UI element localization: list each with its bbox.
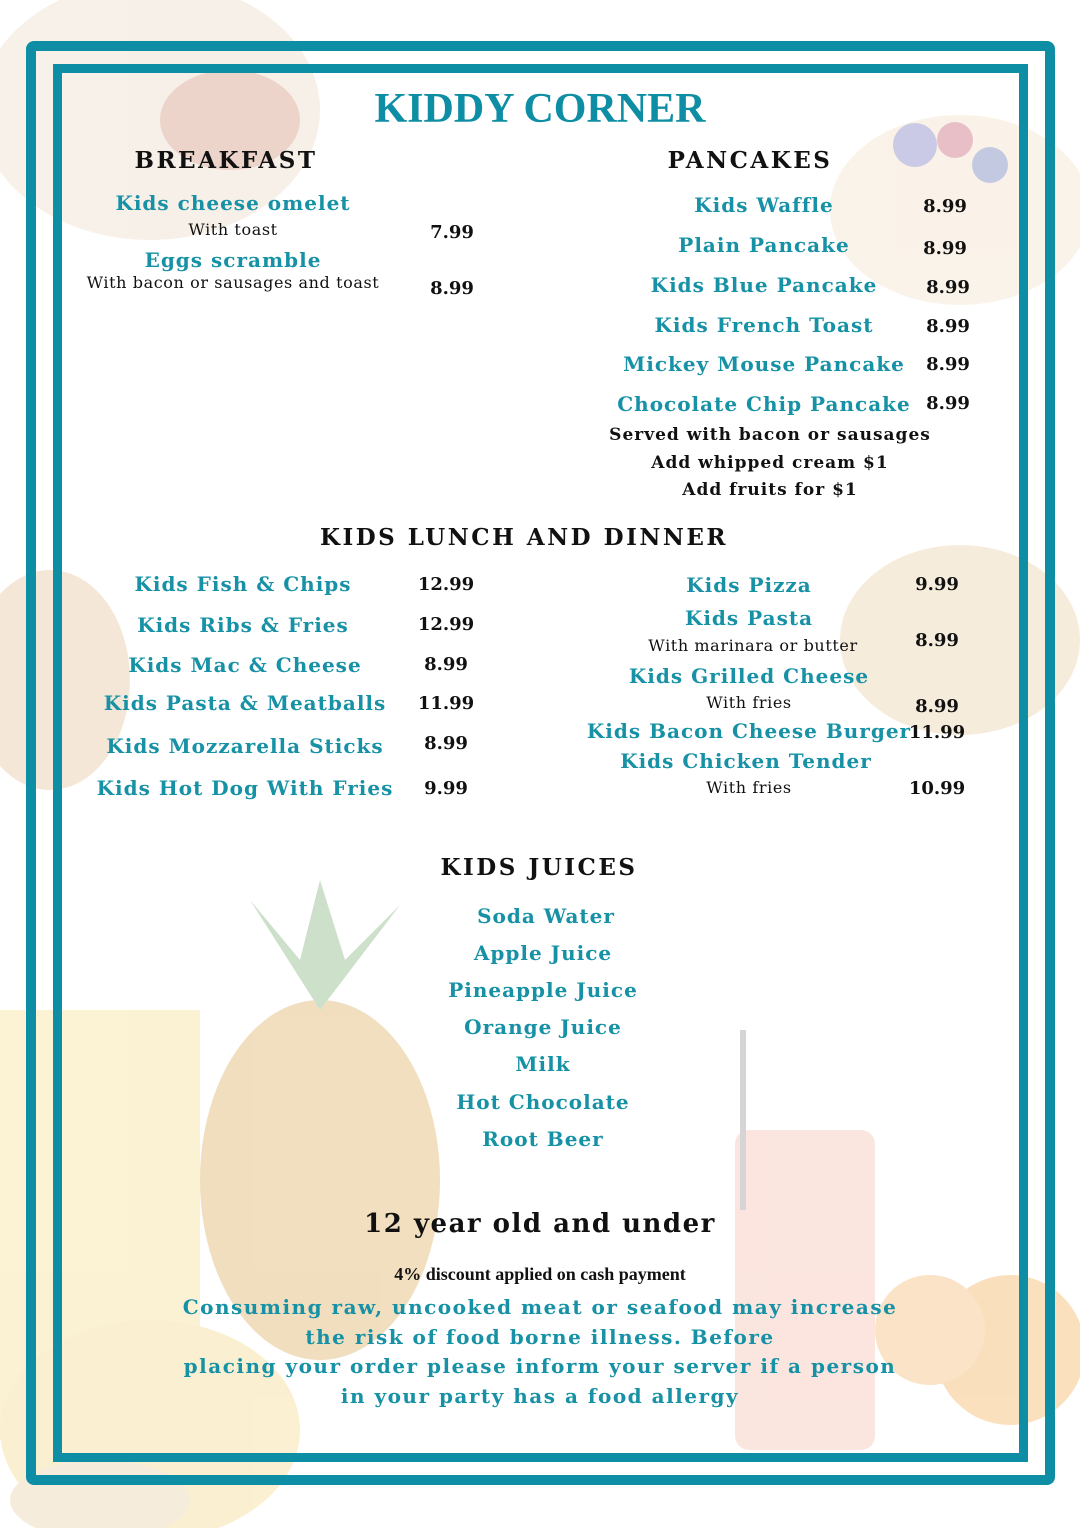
juice-item: Orange Juice bbox=[464, 1015, 622, 1039]
juice-item: Soda Water bbox=[477, 904, 615, 928]
breakfast-heading: BREAKFAST bbox=[134, 147, 318, 174]
menu-item-price: 8.99 bbox=[923, 238, 967, 259]
menu-item-name: Kids cheese omelet bbox=[115, 191, 351, 215]
juices-heading: KIDS JUICES bbox=[440, 854, 638, 881]
menu-item-name: Kids French Toast bbox=[654, 313, 874, 337]
menu-item-sub: With marinara or butter bbox=[648, 636, 858, 655]
menu-item-price: 11.99 bbox=[908, 722, 966, 743]
page-title: KIDDY CORNER bbox=[374, 86, 706, 132]
pancakes-heading: PANCAKES bbox=[667, 147, 833, 174]
menu-item-name: Plain Pancake bbox=[678, 233, 850, 257]
menu-item-price: 7.99 bbox=[430, 222, 474, 243]
menu-item-price: 8.99 bbox=[915, 696, 959, 717]
juice-item: Pineapple Juice bbox=[448, 978, 638, 1002]
allergy-warning-line: placing your order please inform your server if a person bbox=[183, 1354, 897, 1378]
juice-item: Hot Chocolate bbox=[456, 1090, 630, 1114]
menu-item-price: 8.99 bbox=[926, 354, 970, 375]
allergy-warning-line: Consuming raw, uncooked meat or seafood may increase bbox=[182, 1295, 898, 1319]
discount-note: 4% discount applied on cash payment bbox=[394, 1264, 686, 1284]
allergy-warning-line: in your party has a food allergy bbox=[340, 1384, 740, 1408]
menu-item-price: 9.99 bbox=[424, 778, 468, 799]
menu-item-price: 8.99 bbox=[926, 316, 970, 337]
menu-item-name: Kids Fish & Chips bbox=[134, 572, 352, 596]
menu-item-name: Kids Waffle bbox=[694, 193, 834, 217]
menu-item-sub: With toast bbox=[188, 220, 278, 239]
menu-item-price: 9.99 bbox=[915, 574, 959, 595]
menu-item-name: Kids Mozzarella Sticks bbox=[106, 734, 384, 758]
menu-item-price: 8.99 bbox=[923, 196, 967, 217]
menu-item-name: Chocolate Chip Pancake bbox=[617, 392, 911, 416]
menu-item-price: 12.99 bbox=[417, 614, 475, 635]
menu-item-price: 8.99 bbox=[424, 654, 468, 675]
menu-item-price: 8.99 bbox=[926, 277, 970, 298]
juice-item: Apple Juice bbox=[473, 941, 613, 965]
menu-item-name: Kids Chicken Tender bbox=[620, 749, 872, 773]
menu-item-name: Eggs scramble bbox=[144, 248, 322, 272]
menu-item-name: Kids Bacon Cheese Burger bbox=[586, 719, 912, 743]
menu-item-price: 12.99 bbox=[417, 574, 475, 595]
menu-item-name: Kids Pasta & Meatballs bbox=[103, 691, 387, 715]
menu-item-name: Kids Blue Pancake bbox=[650, 273, 878, 297]
juice-item: Milk bbox=[515, 1052, 571, 1076]
age-note: 12 year old and under bbox=[364, 1209, 716, 1239]
menu-item-name: Kids Ribs & Fries bbox=[137, 613, 349, 637]
lunch-dinner-heading: KIDS LUNCH AND DINNER bbox=[319, 524, 729, 551]
menu-item-name: Mickey Mouse Pancake bbox=[623, 352, 905, 376]
menu-item-price: 10.99 bbox=[908, 778, 966, 799]
menu-item-name: Kids Mac & Cheese bbox=[128, 653, 362, 677]
menu-item-name: Kids Pasta bbox=[684, 606, 814, 630]
pancakes-note: Served with bacon or sausages bbox=[609, 425, 931, 445]
juice-item: Root Beer bbox=[482, 1127, 604, 1151]
menu-item-name: Kids Pizza bbox=[686, 573, 812, 597]
menu-item-price: 11.99 bbox=[417, 693, 475, 714]
menu-item-price: 8.99 bbox=[915, 630, 959, 651]
menu-item-sub: With fries bbox=[706, 693, 792, 712]
menu-item-name: Kids Grilled Cheese bbox=[628, 664, 870, 688]
menu-item-sub: With fries bbox=[706, 778, 792, 797]
menu-item-price: 8.99 bbox=[926, 393, 970, 414]
menu-item-sub: With bacon or sausages and toast bbox=[86, 273, 380, 292]
pancakes-note: Add fruits for $1 bbox=[682, 480, 858, 500]
menu-item-price: 8.99 bbox=[430, 278, 474, 299]
menu-item-name: Kids Hot Dog With Fries bbox=[96, 776, 394, 800]
pancakes-note: Add whipped cream $1 bbox=[651, 453, 889, 473]
allergy-warning-line: the risk of food borne illness. Before bbox=[305, 1325, 775, 1349]
menu-item-price: 8.99 bbox=[424, 733, 468, 754]
